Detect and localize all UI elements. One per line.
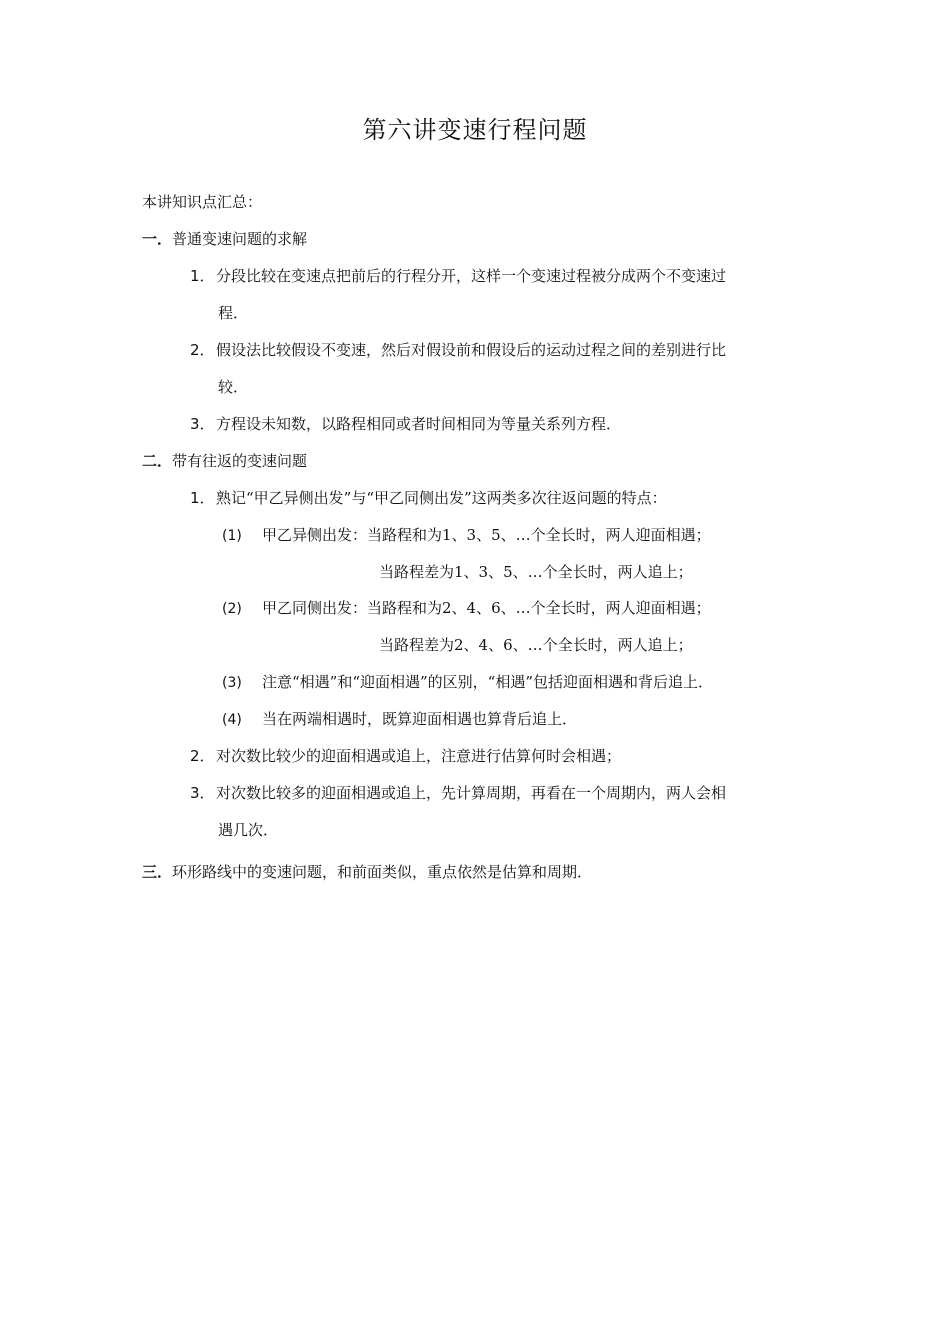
sub-item-1-cont: 当路程差为1、3、5、…个全长时，两人追上；	[379, 563, 693, 581]
item-text: 对次数比较少的迎面相遇或追上，注意进行估算何时会相遇；	[216, 747, 622, 765]
sub-item-label: 甲乙同侧出发：	[262, 599, 368, 617]
item-number: 3．	[190, 784, 215, 802]
section-2-number: 二．	[142, 452, 173, 470]
summary-heading: 本讲知识点汇总：	[142, 193, 263, 211]
item-number: 3．	[190, 415, 215, 433]
section-2-item-3-cont: 遇几次．	[218, 821, 279, 839]
sub-item-number: (1)	[222, 528, 242, 544]
section-2-heading	[142, 450, 307, 472]
sub-item-text: 当在两端相遇时，既算迎面相遇也算背后追上．	[262, 710, 578, 728]
section-2-item-1	[190, 487, 667, 509]
item-text: 对次数比较多的迎面相遇或追上，先计算周期，再看在一个周期内，两人会相	[216, 784, 727, 802]
sub-item-text: 当路程和为1、3、5、…个全长时，两人迎面相遇；	[367, 526, 711, 544]
item-number: 2．	[190, 747, 215, 765]
sub-item-1	[222, 524, 711, 547]
item-number: 1．	[190, 489, 215, 507]
item-number: 1．	[190, 267, 215, 285]
section-3-number: 三．	[142, 863, 173, 881]
sub-item-text: 注意“相遇”和“迎面相遇”的区别，“相遇”包括迎面相遇和背后追上．	[262, 673, 714, 691]
item-number: 2．	[190, 341, 215, 359]
sub-item-number: (4)	[222, 712, 242, 728]
section-3-heading	[142, 861, 592, 883]
section-1-item-3	[190, 413, 621, 435]
section-1-item-1-cont: 程．	[218, 304, 249, 322]
sub-item-3	[222, 671, 713, 694]
section-2-item-2	[190, 745, 621, 767]
section-1-item-2	[190, 339, 726, 361]
section-2-title: 带有往返的变速问题	[172, 452, 308, 470]
sub-item-text: 当路程和为2、4、6、…个全长时，两人迎面相遇；	[367, 599, 711, 617]
section-1-number: 一．	[142, 230, 173, 248]
section-1-heading	[142, 228, 307, 250]
item-text: 方程设未知数，以路程相同或者时间相同为等量关系列方程．	[216, 415, 622, 433]
section-1-item-2-cont: 较．	[218, 378, 249, 396]
section-1-title: 普通变速问题的求解	[172, 230, 308, 248]
section-3-title: 环形路线中的变速问题，和前面类似，重点依然是估算和周期．	[172, 863, 593, 881]
section-2-item-3	[190, 782, 726, 804]
sub-item-2-cont: 当路程差为2、4、6、…个全长时，两人追上；	[379, 636, 693, 654]
sub-item-number: (2)	[222, 601, 242, 617]
sub-item-number: (3)	[222, 675, 242, 691]
item-text: 分段比较在变速点把前后的行程分开，这样一个变速过程被分成两个不变速过	[216, 267, 727, 285]
page-title: 第六讲变速行程问题	[362, 116, 588, 144]
item-text: 熟记“甲乙异侧出发”与“甲乙同侧出发”这两类多次往返问题的特点：	[216, 489, 667, 507]
sub-item-label: 甲乙异侧出发：	[262, 526, 368, 544]
sub-item-4	[222, 708, 577, 731]
section-1-item-1	[190, 265, 726, 287]
item-text: 假设法比较假设不变速，然后对假设前和假设后的运动过程之间的差别进行比	[216, 341, 727, 359]
sub-item-2	[222, 597, 711, 620]
